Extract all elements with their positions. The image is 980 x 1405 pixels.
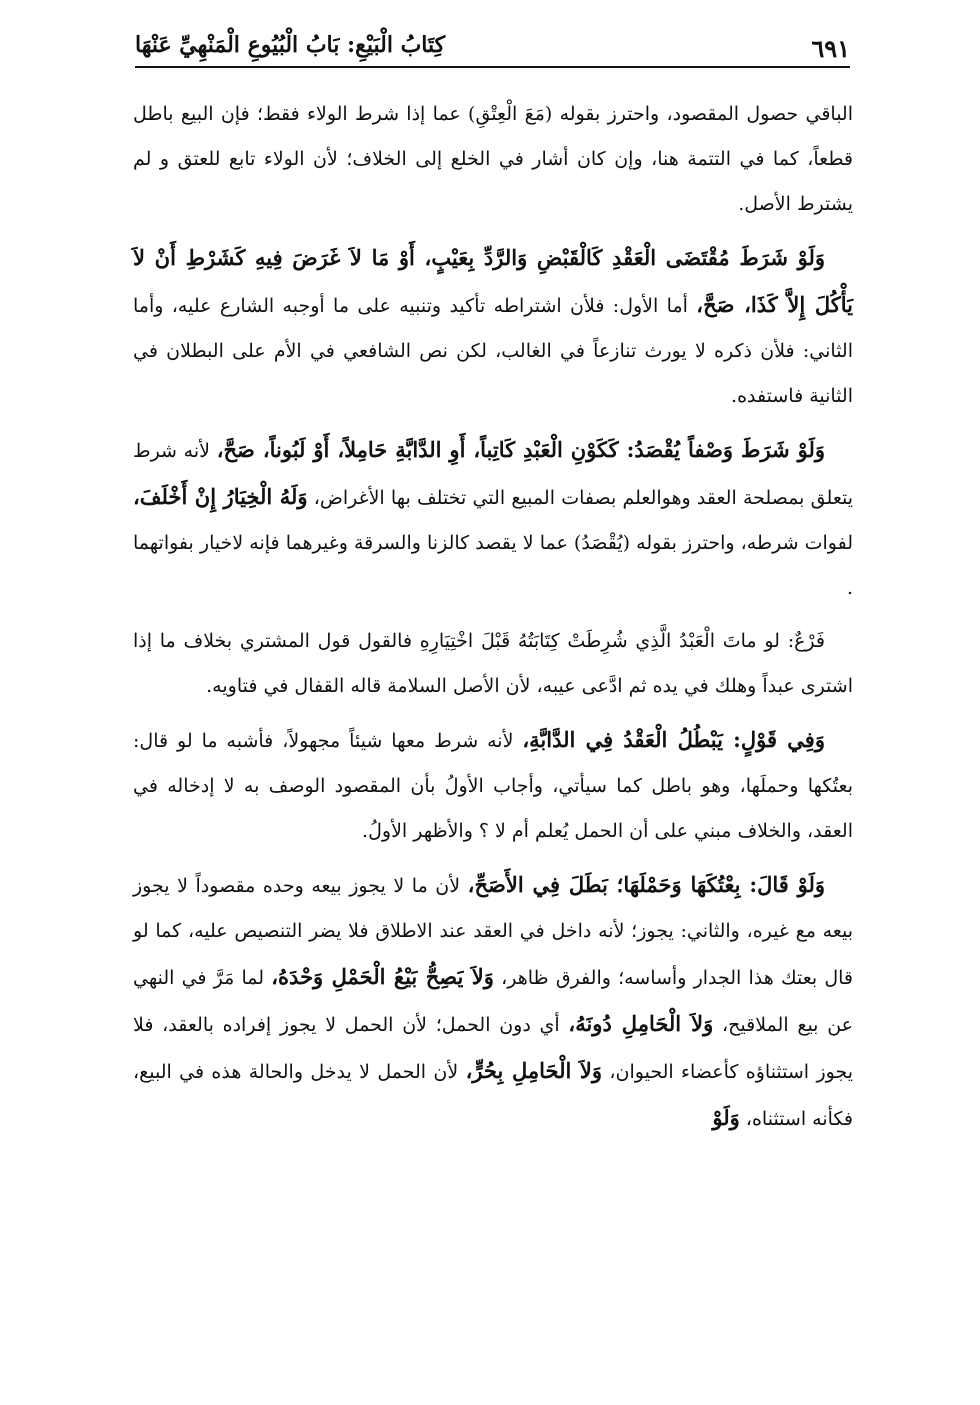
paragraph-4 — [133, 619, 853, 709]
matn-segment: وَلاَ يَصِحُّ بَيْعُ الْحَمْلِ وَحْدَهُ، — [271, 964, 494, 989]
paragraph-1 — [133, 92, 853, 227]
text-segment: لما مَرَّ في النهي عن بيع الملاقيح، — [133, 967, 854, 1036]
page-number: ٦٩١ — [811, 34, 850, 63]
text-segment: لأنه شرط يتعلق بمصلحة العقد وهوالعلم بصفات المبيع التي تختلف بها الأغراض، — [133, 440, 854, 509]
text-segment: لأن ما لا يجوز بيعه وحده مقصوداً لا يجوز بيعه مع غيره، والثاني: يجوز؛ لأنه داخل في العقد عند الاطلاق فلا يضر التنصيص عليه، كما لو قال بعتك هذا الجدار وأساسه؛ والفرق ظاهر، — [133, 875, 854, 989]
matn-segment: وَفِي قَوْلٍ: يَبْطُلُ الْعَقْدُ فِي الدَّابَّةِ، — [522, 727, 825, 752]
page-body — [133, 92, 853, 1150]
paragraph-5 — [133, 717, 853, 854]
text-segment: لأنه شرط معها شيئاً مجهولاً، فأشبه ما لو قال: بعتُكها وحملَها، وهو باطل كما سيأتي، وأجاب الأولُ بأن المقصود الوصف به لا إدخاله في العقد، والخلاف مبني على أن الحمل يُعلم أم لا ؟ والأظهر الأولُ. — [133, 730, 853, 842]
text-segment: الباقي حصول المقصود، واحترز بقوله (مَعَ الْعِتْقِ) عما إذا شرط الولاء فقط؛ فإن البيع باطل قطعاً، كما في التتمة هنا، وإن كان أشار في الخلع إلى الخلاف؛ لأن الولاء تابع للعتق و لم يشترط الأصل. — [133, 103, 853, 215]
text-segment: لأن الحمل لا يدخل والحالة هذه في البيع، فكأنه استثناه، — [133, 1061, 853, 1130]
text-segment: لفوات شرطه، واحترز بقوله (يُقْصَدُ) عما لا يقصد كالزنا والسرقة وغيرهما فإنه لاخيار بفواتهما . — [133, 532, 853, 599]
paragraph-2 — [133, 235, 853, 419]
paragraph-6 — [133, 862, 853, 1142]
matn-segment: وَلَهُ الْخِيَارُ إِنْ أَخْلَفَ، — [133, 484, 308, 509]
matn-segment: وَلَوْ شَرَطَ مُقْتَضَى الْعَقْدِ كَالْقَبْضِ وَالرَّدِّ بِعَيْبٍ، أَوْ مَا لاَ غَرَضَ فِيهِ كَشَرْطِ أَنْ لاَ يَأْكُلَ إِلاَّ كَذَا، صَحَّ، — [133, 245, 853, 317]
matn-segment: وَلاَ الْحَامِلِ دُونَهُ، — [568, 1011, 714, 1036]
page-header — [135, 30, 850, 68]
text-segment: أما الأول: فلأن اشتراطه تأكيد وتنبيه على ما أوجبه الشارع عليه، وأما الثاني: فلأن ذكره لا يورث تنازعاً في الغالب، لكن نص الشافعي في الأم على البطلان في الثانية فاستفده. — [133, 295, 853, 407]
matn-segment: وَلَوْ — [712, 1105, 740, 1130]
running-title: كِتَابُ الْبَيْعِ: بَابُ الْبُيُوعِ الْمَنْهِيِّ عَنْهَا — [135, 32, 446, 58]
text-segment: أي دون الحمل؛ لأن الحمل لا يجوز إفراده بالعقد، فلا يجوز استثناؤه كأعضاء الحيوان، — [133, 1014, 853, 1083]
matn-segment: وَلَوْ قَالَ: بِعْتُكَهَا وَحَمْلَهَا؛ بَطَلَ فِي الأَصَحِّ، — [467, 872, 825, 897]
matn-segment: وَلَوْ شَرَطَ وَصْفاً يُقْصَدُ: كَكَوْنِ الْعَبْدِ كَاتِباً، أَوِ الدَّابَّةِ حَامِلاً، أَوْ لَبُوناً، صَحَّ، — [216, 437, 825, 462]
paragraph-3 — [133, 427, 853, 611]
text-segment: فَرْعٌ: لو ماتَ الْعَبْدُ الَّذِي شُرِطَتْ كِتَابَتُهُ قَبْلَ اخْتِيَارِهِ فالقول قول المشتري بخلاف ما إذا اشترى عبداً وهلك في يده ثم ادَّعى عيبه، لأن الأصل السلامة قاله القفال في فتاويه. — [133, 630, 853, 697]
matn-segment: وَلاَ الْحَامِلِ بِحُرٍّ، — [465, 1058, 603, 1083]
